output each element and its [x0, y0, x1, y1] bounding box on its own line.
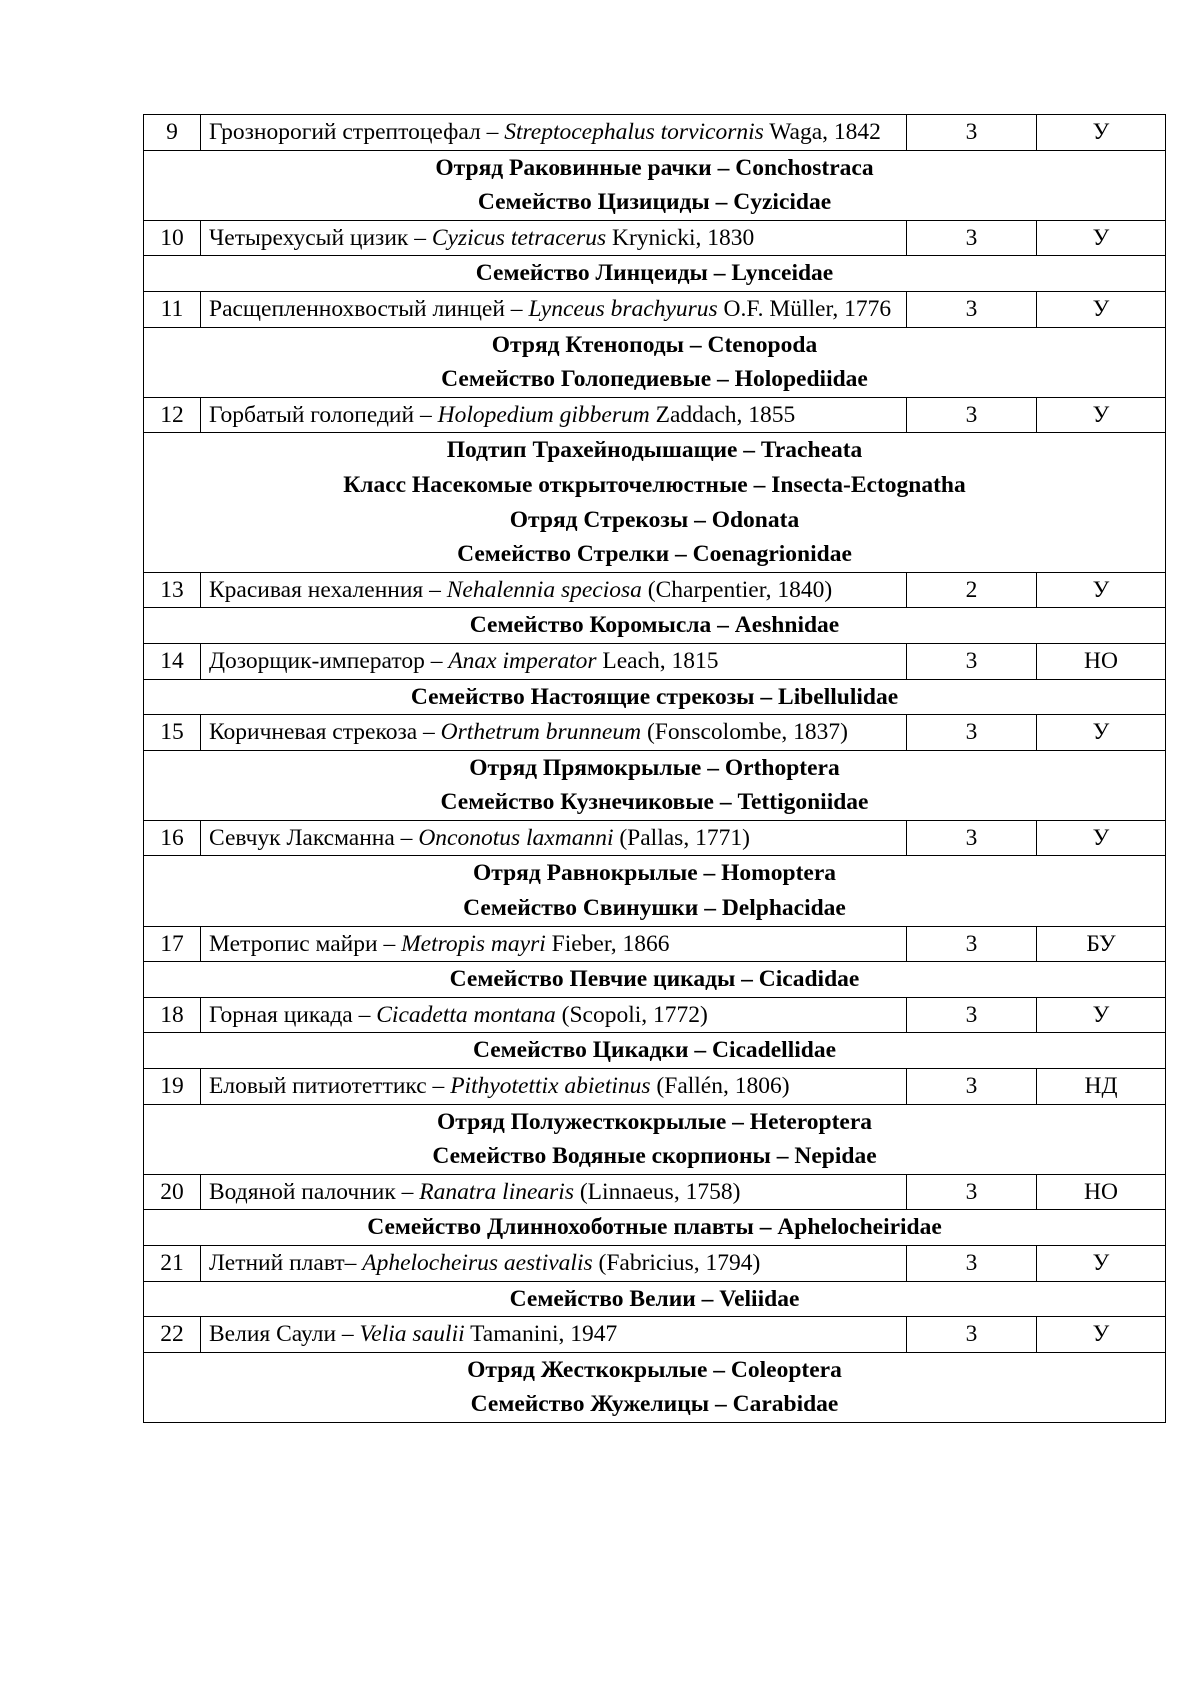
species-number: 11 — [144, 291, 201, 327]
species-latin-name: Aphelocheirus aestivalis — [362, 1250, 593, 1276]
species-author: Krynicki, 1830 — [606, 224, 755, 251]
species-russian-name: Летний плавт– — [209, 1250, 363, 1276]
species-latin-name: Cicadetta montana — [376, 1001, 556, 1028]
taxon-header-line: Семейство Цизициды – Cyzicidae — [477, 189, 832, 216]
species-number: 15 — [144, 715, 201, 751]
species-row — [144, 397, 1166, 433]
taxon-header-line: Семейство Коромысла – Aeshnidae — [469, 612, 840, 639]
species-latin-name: Streptocephalus torvicornis — [504, 119, 764, 145]
species-russian-name: Еловый питиотеттикс – — [209, 1073, 451, 1100]
species-author: Waga, 1842 — [763, 119, 881, 145]
taxon-header-row — [144, 1104, 1166, 1174]
taxon-header-line: Отряд Стрекозы – Odonata — [509, 506, 800, 533]
species-name-cell — [201, 1246, 907, 1282]
taxon-header-cell — [144, 327, 1166, 397]
species-author: (Fonscolombe, 1837) — [641, 719, 848, 746]
species-latin-name: Anax imperator — [448, 647, 597, 674]
taxon-header-line: Семейство Водяные скорпионы – Nepidae — [432, 1143, 877, 1170]
species-author: Fieber, 1866 — [545, 930, 670, 957]
species-russian-name: Метропис майри – — [209, 930, 402, 957]
species-latin-name: Holopedium gibberum — [437, 401, 650, 428]
species-latin-name: Orthetrum brunneum — [440, 719, 642, 746]
species-number: 13 — [144, 572, 201, 608]
species-author: Leach, 1815 — [596, 647, 719, 674]
taxon-header-row — [144, 1033, 1166, 1069]
species-row — [144, 1174, 1166, 1210]
species-row — [144, 115, 1166, 151]
taxon-header-row — [144, 256, 1166, 292]
rarity-category: 3 — [907, 115, 1037, 151]
rarity-category: 2 — [907, 572, 1037, 608]
species-name-cell — [201, 643, 907, 679]
taxon-header-line: Отряд Жесткокрылые – Coleoptera — [467, 1356, 842, 1383]
species-number: 21 — [144, 1246, 201, 1282]
taxon-header-line: Семейство Кузнечиковые – Tettigoniidae — [440, 789, 869, 816]
species-name-cell — [201, 715, 907, 751]
species-author: (Fabricius, 1794) — [592, 1250, 761, 1276]
taxon-header-cell — [144, 150, 1166, 220]
taxon-header-row — [144, 1210, 1166, 1246]
status-code: У — [1037, 572, 1166, 608]
species-name-cell — [201, 997, 907, 1033]
species-author: (Pallas, 1771) — [613, 824, 750, 851]
species-russian-name: Коричневая стрекоза – — [209, 719, 441, 746]
species-row — [144, 291, 1166, 327]
status-code: НО — [1037, 643, 1166, 679]
species-russian-name: Севчук Лаксманна – — [209, 824, 419, 851]
species-row — [144, 715, 1166, 751]
taxon-header-cell — [144, 679, 1166, 715]
species-author: Tamanini, 1947 — [464, 1321, 618, 1348]
taxon-header-cell — [144, 1104, 1166, 1174]
species-name-cell — [201, 1174, 907, 1210]
taxon-header-cell — [144, 962, 1166, 998]
species-author: (Fallén, 1806) — [650, 1073, 790, 1100]
status-code: У — [1037, 115, 1166, 151]
taxon-header-cell — [144, 750, 1166, 820]
rarity-category: 3 — [907, 1174, 1037, 1210]
taxon-header-cell — [144, 608, 1166, 644]
status-code: БУ — [1037, 926, 1166, 962]
species-author: Zaddach, 1855 — [649, 401, 796, 428]
species-row — [144, 997, 1166, 1033]
rarity-category: 3 — [907, 1317, 1037, 1353]
species-russian-name: Красивая нехаленния – — [209, 576, 447, 603]
species-latin-name: Pithyotettix abietinus — [450, 1073, 651, 1100]
species-russian-name: Горбатый голопедий – — [209, 401, 438, 428]
species-name-cell — [201, 291, 907, 327]
taxon-header-line: Отряд Прямокрылые – Orthoptera — [469, 754, 840, 781]
rarity-category: 3 — [907, 291, 1037, 327]
rarity-category: 3 — [907, 1246, 1037, 1282]
taxon-header-row — [144, 856, 1166, 926]
status-code: У — [1037, 1246, 1166, 1282]
taxon-header-row — [144, 327, 1166, 397]
species-author: O.F. Müller, 1776 — [717, 295, 892, 322]
status-code: У — [1037, 220, 1166, 256]
species-russian-name: Водяной палочник – — [209, 1178, 420, 1205]
species-number: 9 — [144, 115, 201, 151]
species-row — [144, 1246, 1166, 1282]
species-name-cell — [201, 572, 907, 608]
taxon-header-line: Семейство Настоящие стрекозы – Libellulidae — [410, 683, 899, 710]
species-number: 20 — [144, 1174, 201, 1210]
species-row — [144, 926, 1166, 962]
taxon-header-row — [144, 750, 1166, 820]
species-row — [144, 643, 1166, 679]
rarity-category: 3 — [907, 997, 1037, 1033]
taxon-header-line: Класс Насекомые открыточелюстные – Insecta-Ectognatha — [343, 471, 966, 498]
taxon-header-line: Семейство Голопедиевые – Holopediidae — [441, 366, 868, 393]
species-number: 16 — [144, 820, 201, 856]
status-code: У — [1037, 715, 1166, 751]
species-name-cell — [201, 926, 907, 962]
rarity-category: 3 — [907, 926, 1037, 962]
species-number: 18 — [144, 997, 201, 1033]
status-code: У — [1037, 397, 1166, 433]
taxon-header-row — [144, 1352, 1166, 1422]
taxon-header-cell — [144, 256, 1166, 292]
species-latin-name: Velia saulii — [359, 1321, 465, 1348]
species-russian-name: Дозорщик-император – — [209, 647, 449, 674]
species-table-body — [144, 115, 1166, 1423]
rarity-category: 3 — [907, 715, 1037, 751]
species-name-cell — [201, 115, 907, 151]
taxon-header-row — [144, 1281, 1166, 1317]
taxon-header-cell — [144, 1281, 1166, 1317]
species-latin-name: Nehalennia speciosa — [446, 576, 642, 603]
species-name-cell — [201, 1069, 907, 1105]
taxon-header-line: Семейство Цикадки – Cicadellidae — [472, 1037, 837, 1064]
species-number: 19 — [144, 1069, 201, 1105]
taxon-header-row — [144, 433, 1166, 572]
taxon-header-line: Семейство Длиннохоботные плавты – Aphelocheiridae — [367, 1214, 942, 1241]
taxon-header-line: Семейство Свинушки – Delphacidae — [463, 895, 846, 922]
taxon-header-row — [144, 150, 1166, 220]
species-latin-name: Lynceus brachyurus — [528, 295, 718, 322]
species-row — [144, 820, 1166, 856]
species-latin-name: Ranatra linearis — [419, 1178, 574, 1205]
status-code: У — [1037, 997, 1166, 1033]
species-latin-name: Onconotus laxmanni — [418, 824, 614, 851]
taxon-header-line: Отряд Ктеноподы – Ctenopoda — [491, 331, 818, 358]
taxon-header-line: Семейство Жужелицы – Carabidae — [470, 1391, 839, 1418]
species-latin-name: Metropis mayri — [401, 930, 546, 957]
rarity-category: 3 — [907, 820, 1037, 856]
status-code: У — [1037, 291, 1166, 327]
taxon-header-cell — [144, 1033, 1166, 1069]
taxon-header-cell — [144, 433, 1166, 572]
species-latin-name: Cyzicus tetracerus — [431, 224, 607, 251]
species-name-cell — [201, 397, 907, 433]
species-name-cell — [201, 220, 907, 256]
species-row — [144, 1317, 1166, 1353]
taxon-header-row — [144, 679, 1166, 715]
rarity-category: 3 — [907, 397, 1037, 433]
taxon-header-line: Семейство Линцеиды – Lynceidae — [475, 260, 834, 287]
species-author: (Linnaeus, 1758) — [573, 1178, 741, 1205]
species-author: (Charpentier, 1840) — [641, 576, 833, 603]
species-number: 10 — [144, 220, 201, 256]
species-name-cell — [201, 1317, 907, 1353]
taxon-header-line: Отряд Равнокрылые – Homoptera — [472, 860, 837, 887]
species-name-cell — [201, 820, 907, 856]
taxon-header-cell — [144, 1210, 1166, 1246]
rarity-category: 3 — [907, 643, 1037, 679]
taxon-header-line: Отряд Раковинные рачки – Conchostraca — [435, 154, 874, 181]
status-code: У — [1037, 1317, 1166, 1353]
rarity-category: 3 — [907, 220, 1037, 256]
species-author: (Scopoli, 1772) — [555, 1001, 708, 1028]
taxon-header-line: Семейство Стрелки – Coenagrionidae — [457, 541, 852, 568]
taxon-header-line: Подтип Трахейнодышащие – Tracheata — [446, 437, 863, 464]
species-russian-name: Велия Саули – — [209, 1321, 360, 1348]
species-row — [144, 572, 1166, 608]
status-code: НО — [1037, 1174, 1166, 1210]
taxon-header-line: Семейство Певчие цикады – Cicadidae — [449, 966, 860, 993]
species-number: 22 — [144, 1317, 201, 1353]
species-russian-name: Грознорогий стрептоцефал – — [209, 119, 505, 145]
species-number: 17 — [144, 926, 201, 962]
taxon-header-line: Семейство Велии – Veliidae — [509, 1285, 800, 1312]
rarity-category: 3 — [907, 1069, 1037, 1105]
species-row — [144, 1069, 1166, 1105]
status-code: НД — [1037, 1069, 1166, 1105]
species-number: 14 — [144, 643, 201, 679]
species-russian-name: Четырехусый цизик – — [209, 224, 432, 251]
taxon-header-row — [144, 608, 1166, 644]
taxon-header-line: Отряд Полужесткокрылые – Heteroptera — [436, 1108, 873, 1135]
species-table — [143, 114, 1166, 1423]
taxon-header-row — [144, 962, 1166, 998]
species-russian-name: Расщепленнохвостый линцей – — [209, 295, 529, 322]
status-code: У — [1037, 820, 1166, 856]
taxon-header-cell — [144, 856, 1166, 926]
taxon-header-cell — [144, 1352, 1166, 1422]
species-russian-name: Горная цикада – — [209, 1001, 377, 1028]
species-row — [144, 220, 1166, 256]
species-number: 12 — [144, 397, 201, 433]
